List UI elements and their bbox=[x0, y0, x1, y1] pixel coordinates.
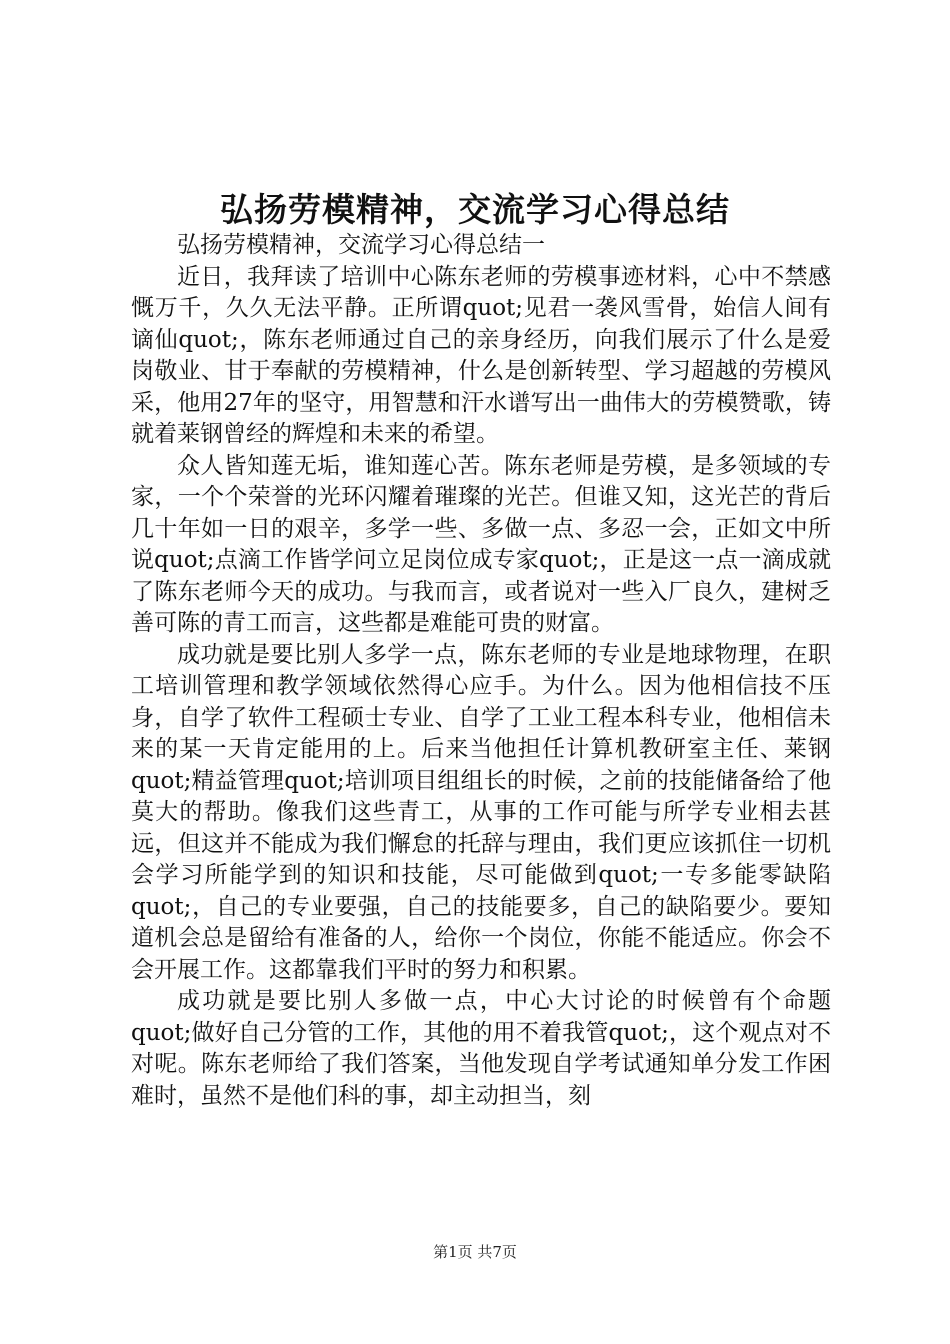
paragraph-subtitle: 弘扬劳模精神，交流学习心得总结一 bbox=[177, 232, 545, 258]
paragraph: 成功就是要比别人多学一点，陈东老师的专业是地球物理，在职工培训管理和教学领域依然得心应手。为什么。因为他相信技不压身，自学了软件工程硕士专业、自学了工业工程本科专业，他相信未来的某一天肯定能用的上。后来当他担任计算机教研室主任、莱钢quot;精益管理quot;培训项目组组长的时候，之前的技能储备给了他莫大的帮助。像我们这些青工，从事的工作可能与所学专业相去甚远，但这并不能成为我们懈怠的托辞与理由，我们更应该抓住一切机会学习所能学到的知识和技能，尽可能做到quot;一专多能零缺陷quot;，自己的专业要强，自己的技能要多，自己的缺陷要少。要知道机会总是留给有准备的人，给你一个岗位，你能不能适应。你会不会开展工作。这都靠我们平时的努力和积累。 bbox=[131, 641, 831, 983]
document-title: 弘扬劳模精神，交流学习心得总结 bbox=[220, 190, 730, 229]
paragraph: 近日，我拜读了培训中心陈东老师的劳模事迹材料，心中不禁感慨万千，久久无法平静。正所谓quot;见君一袭风雪骨，始信人间有谪仙quot;，陈东老师通过自己的亲身经历，向我们展示了什么是爱岗敬业、甘于奉献的劳模精神，什么是创新转型、学习超越的劳模风采，他用27年的坚守，用智慧和汗水谱写出一曲伟大的劳模赞歌，铸就着莱钢曾经的辉煌和未来的希望。 bbox=[131, 263, 831, 447]
page-number-footer: 第1页 共7页 bbox=[433, 1243, 517, 1261]
document-body bbox=[131, 230, 831, 1112]
paragraph: 成功就是要比别人多做一点，中心大讨论的时候曾有个命题quot;做好自己分管的工作，其他的用不着我管quot;，这个观点对不对呢。陈东老师给了我们答案，当他发现自学考试通知单分发工作困难时，虽然不是他们科的事，却主动担当，刻 bbox=[131, 988, 831, 1109]
paragraph: 众人皆知莲无垢，谁知莲心苦。陈东老师是劳模，是多领域的专家，一个个荣誉的光环闪耀着璀璨的光芒。但谁又知，这光芒的背后几十年如一日的艰辛，多学一些、多做一点、多忍一会，正如文中所说quot;点滴工作皆学问立足岗位成专家quot;，正是这一点一滴成就了陈东老师今天的成功。与我而言，或者说对一些入厂良久，建树乏善可陈的青工而言，这些都是难能可贵的财富。 bbox=[131, 452, 831, 636]
